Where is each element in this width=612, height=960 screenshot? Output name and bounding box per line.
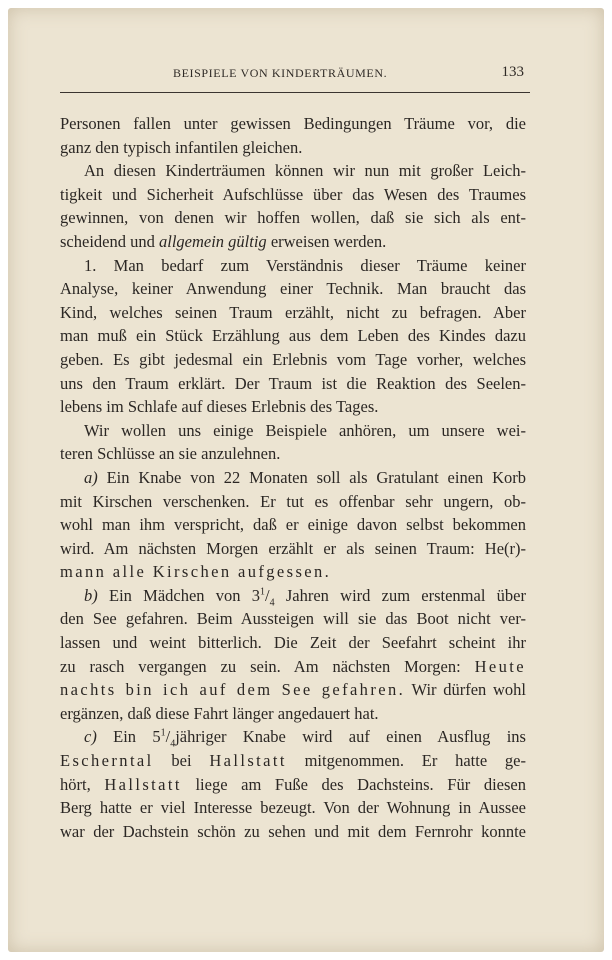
text-line: ergänzen, daß diese Fahrt länger angedauert hat. — [60, 703, 379, 723]
text-line: Analyse, keiner Anwendung einer Technik. Man braucht das — [60, 279, 526, 299]
text-line: nachts bin ich auf dem See gefahren. Wir dürfen wohl — [60, 680, 526, 700]
text-line: den See gefahren. Beim Aussteigen will sie das Boot nicht ver- — [60, 609, 526, 629]
running-title: BEISPIELE VON KINDERTRÄUMEN. — [173, 66, 388, 80]
text-line: scheidend und allgemein gültig erweisen werden. — [60, 231, 387, 251]
spaced-text-line: mann alle Kirschen aufgessen. — [60, 562, 332, 582]
text-line: Escherntal bei Hallstatt mitgenommen. Er hatte ge- — [60, 751, 526, 771]
text-line: teren Schlüsse an sie anzulehnen. — [60, 444, 281, 464]
italic-emphasis: allgemein gültig — [158, 231, 267, 251]
text-line: Berg hatte er viel Interesse bezeugt. Von der Wohnung in Aussee — [60, 798, 526, 818]
text-line: tigkeit und Sicherheit Aufschlüsse über das Wesen des Traumes — [60, 184, 526, 204]
text-line: mit Kirschen verschenken. Er tut es offenbar sehr ungern, ob- — [60, 491, 526, 511]
text-line: lassen und weint bitterlich. Die Zeit der Seefahrt scheint ihr — [60, 633, 526, 653]
text-line: wird. Am nächsten Morgen erzählt er als seinen Traum: He(r)- — [60, 538, 526, 558]
text-line: man muß ein Stück Erzählung aus dem Leben des Kindes dazu — [60, 326, 526, 346]
text-line: hört, Hallstatt liege am Fuße des Dachsteins. Für diesen — [60, 774, 526, 794]
text-line: b) Ein Mädchen von $3^1/_4$ Jahren wird zum erstenmal über — [84, 585, 526, 609]
body-text — [60, 112, 526, 843]
text-line: a) Ein Knabe von 22 Monaten soll als Gratulant einen Korb — [84, 467, 526, 487]
text-line: An diesen Kinderträumen können wir nun mit großer Leich- — [84, 161, 526, 181]
text-line: Kind, welches seinen Traum erzählt, nicht zu befragen. Aber — [60, 302, 526, 322]
text-line: zu rasch vergangen zu sein. Am nächsten Morgen: Heute — [60, 656, 526, 676]
text-line: war der Dachstein schön zu sehen und mit dem Fernrohr konnte — [60, 821, 526, 841]
text-line: Personen fallen unter gewissen Bedingungen Träume vor, die — [60, 114, 526, 133]
text-line: c) Ein $5^1/_4jähriger$ Knabe wird auf einen Ausflug ins — [84, 727, 526, 750]
item-marker: a) — [84, 467, 98, 487]
text-line: wohl man ihm verspricht, daß er einige davon selbst bekommen — [60, 515, 526, 535]
header-rule — [60, 92, 530, 93]
text-line: geben. Es gibt jedesmal ein Erlebnis vom Tage vorher, welches — [60, 349, 526, 369]
item-marker: b) — [84, 585, 98, 605]
text-line: gewinnen, von denen wir hoffen wollen, daß sie sich als ent- — [60, 208, 526, 228]
text-line: 1. Man bedarf zum Verständnis dieser Träume keiner — [84, 255, 526, 275]
text-line: Wir wollen uns einige Beispiele anhören, um unsere wei- — [84, 420, 526, 440]
text-line: uns den Traum erklärt. Der Traum ist die Reaktion des Seelen- — [60, 373, 526, 393]
text-line: ganz den typisch infantilen gleichen. — [60, 137, 303, 157]
item-marker: c) — [84, 727, 97, 747]
page-number: 133 — [501, 64, 524, 80]
text-line: lebens im Schlafe auf dieses Erlebnis des Tages. — [60, 397, 379, 417]
